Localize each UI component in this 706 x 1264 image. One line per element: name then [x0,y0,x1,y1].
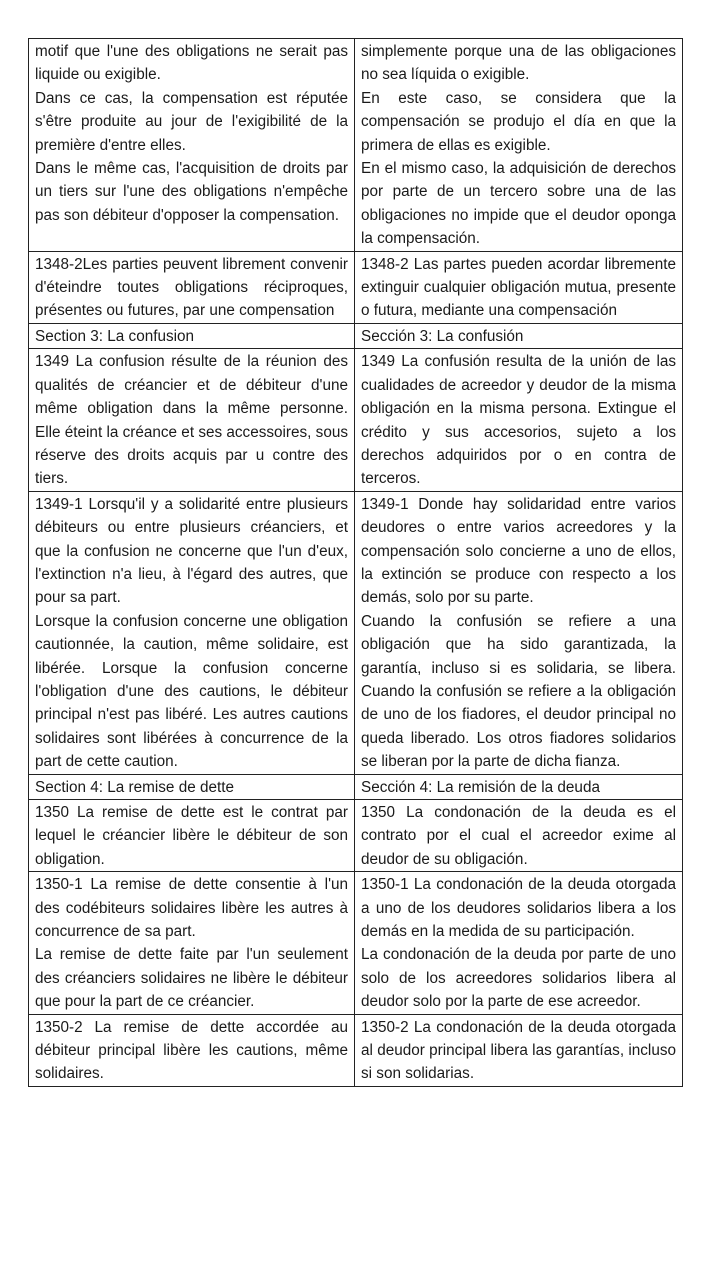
table-row [29,1014,683,1086]
paragraph: 1350-1 La remise de dette consentie à l'un des codébiteurs solidaires libère les autres à concurrence de sa part. [35,876,348,941]
paragraph: 1350-2 La remise de dette accordée au débiteur principal libère les cautions, même solidaires. [35,1018,348,1083]
paragraph: 1349-1 Lorsqu'il y a solidarité entre plusieurs débiteurs ou entre plusieurs créanciers, et que la confusion ne concerne que l'un d'eux, l'extinction n'a lieu, à l'égard des autres, que pour sa part. [35,495,348,607]
section-title: Section 4: La remise de dette [35,778,234,796]
paragraph: 1350-2 La condonación de la deuda otorgada al deudor principal libera las garantías, incluso si son solidarias. [361,1018,676,1083]
french-cell [29,491,355,774]
french-cell [29,872,355,1014]
table-row [29,251,683,323]
paragraph: 1349-1 Donde hay solidaridad entre varios deudores o entre varios acreedores y la compensación solo concierne a uno de ellos, la extinción se produce con respecto a los demás, solo por su parte. [361,495,676,607]
spanish-cell [355,872,683,1014]
spanish-cell [355,800,683,872]
french-section-heading [29,774,355,799]
spanish-cell [355,491,683,774]
table-row [29,349,683,491]
section-title: Sección 3: La confusión [361,327,524,345]
french-cell [29,39,355,252]
paragraph: 1348-2 Las partes pueden acordar libremente extinguir cualquier obligación mutua, presente o futura, mediante una compensación [361,255,676,320]
spanish-section-heading [355,323,683,348]
french-cell [29,349,355,491]
table-row [29,39,683,252]
table-row [29,800,683,872]
table-row [29,872,683,1014]
paragraph: Dans ce cas, la compensation est réputée s'être produite au jour de l'exigibilité de la première d'entre elles. [35,89,348,154]
table-row [29,491,683,774]
section-title: Sección 4: La remisión de la deuda [361,778,600,796]
spanish-cell [355,349,683,491]
spanish-cell [355,1014,683,1086]
paragraph: En este caso, se considera que la compensación se produjo el día en que la primera de ellas es exigible. [361,89,676,154]
paragraph: Dans le même cas, l'acquisition de droits par un tiers sur l'une des obligations n'empêche pas son débiteur d'opposer la compensation. [35,160,348,224]
paragraph: 1349 La confusion résulte de la réunion des qualités de créancier et de débiteur d'une même obligation dans la même personne. Elle éteint la créance et ses accessoires, sous réserve des droits acquis par u contre des tiers. [35,353,348,488]
paragraph: motif que l'une des obligations ne serait pas liquide ou exigible. [35,43,348,84]
paragraph: 1350-1 La condonación de la deuda otorgada a uno de los deudores solidarios libera a los demás en la medida de su participación. [361,876,676,941]
french-section-heading [29,323,355,348]
section-heading-row [29,774,683,799]
paragraph: 1349 La confusión resulta de la unión de las cualidades de acreedor y deudor de la misma obligación en la misma persona. Extingue el crédito y sus accesorios, sujeto a los derechos adquiridos por o en contra de terceros. [361,353,676,488]
paragraph: 1348-2Les parties peuvent librement convenir d'éteindre toutes obligations réciproques, présentes ou futures, par une compensation [35,255,348,320]
french-cell [29,1014,355,1086]
paragraph: Cuando la confusión se refiere a una obligación que ha sido garantizada, la garantía, incluso si es solidaria, se libera. Cuando la confusión se refiere a la obligación de uno de los fiadores, el deudor principal no queda liberado. Los otros fiadores solidarios se liberan por la parte de dicha fianza. [361,612,676,771]
paragraph: 1350 La remise de dette est le contrat par lequel le créancier libère le débiteur de son obligation. [35,804,348,868]
paragraph: En el mismo caso, la adquisición de derechos por parte de un tercero sobre una de las obligaciones no impide que el deudor oponga la compensación. [361,160,676,248]
bilingual-law-table [28,38,683,1087]
french-cell [29,800,355,872]
spanish-section-heading [355,774,683,799]
paragraph: La condonación de la deuda por parte de uno solo de los acreedores solidarios libera al deudor solo por la parte de ese acreedor. [361,946,676,1011]
french-cell [29,251,355,323]
spanish-cell [355,251,683,323]
paragraph: La remise de dette faite par l'un seulement des créanciers solidaires ne libère le débiteur que pour la part de ce créancier. [35,946,348,1011]
section-heading-row [29,323,683,348]
paragraph: simplemente porque una de las obligaciones no sea líquida o exigible. [361,43,676,84]
spanish-cell [355,39,683,252]
paragraph: Lorsque la confusion concerne une obligation cautionnée, la caution, même solidaire, est libérée. Lorsque la confusion concerne l'obligation d'une des cautions, le débiteur principal n'est pas libéré. Les autres cautions solidaires sont libérées à concurrence de la part de cette caution. [35,612,348,771]
paragraph: 1350 La condonación de la deuda es el contrato por el cual el acreedor exime al deudor de su obligación. [361,804,676,868]
section-title: Section 3: La confusion [35,327,195,345]
